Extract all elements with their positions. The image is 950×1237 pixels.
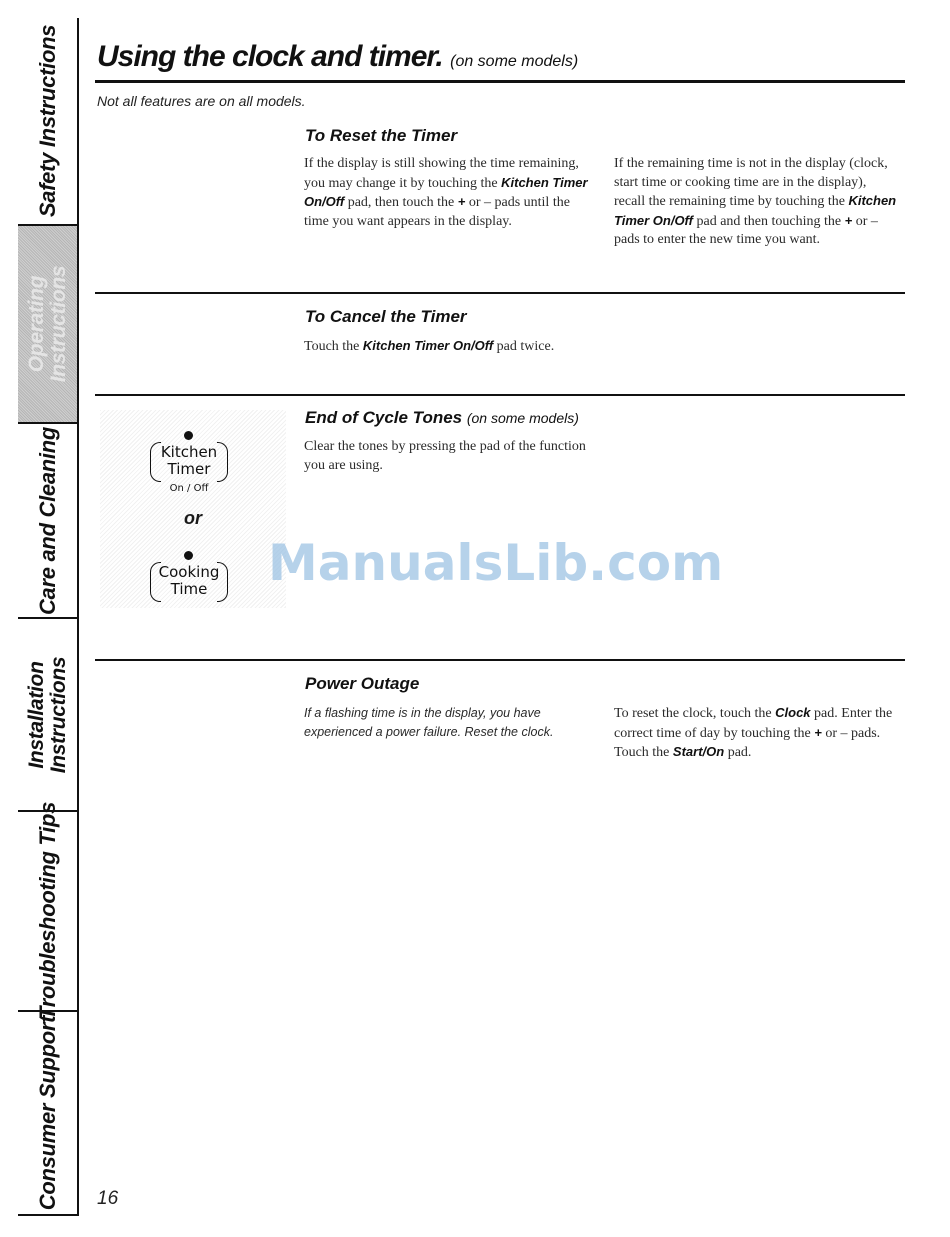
pad-name: Kitchen Timer On/Off <box>362 338 494 353</box>
cycle-tones-heading: End of Cycle Tones (on some models) <box>305 408 579 427</box>
pad-small-label: On / Off <box>169 483 209 494</box>
title-divider <box>95 80 905 83</box>
page-number: 16 <box>97 1188 119 1209</box>
models-note: Not all features are on all models. <box>97 93 306 109</box>
indicator-light-icon <box>184 431 193 440</box>
indicator-light-icon <box>184 551 193 560</box>
reset-timer-heading: To Reset the Timer <box>305 126 458 145</box>
power-outage-col2: To reset the clock, touch the Clock pad. Enter the correct time of day by touching the + or – pads. Touch the Start/On pad. <box>614 705 893 760</box>
section-divider <box>95 292 905 294</box>
pad-name: Kitchen Timer On/Off <box>304 174 588 209</box>
tab-label: Installation Instructions <box>24 656 70 773</box>
tab-installation-instructions[interactable] <box>18 619 77 812</box>
tab-label: Consumer Support <box>34 1015 60 1211</box>
tab-label: Safety Instructions <box>34 24 60 218</box>
tab-consumer-support[interactable] <box>18 1012 77 1216</box>
section-divider <box>95 394 905 396</box>
tab-label: Operating Instructions <box>24 265 70 383</box>
tab-troubleshooting-tips[interactable] <box>18 801 77 1021</box>
cancel-timer-heading: To Cancel the Timer <box>305 307 467 326</box>
tab-label: Troubleshooting Tips <box>34 801 60 1021</box>
tab-safety-instructions[interactable] <box>18 18 77 226</box>
tab-operating-instructions[interactable] <box>18 226 77 424</box>
section-divider <box>95 659 905 661</box>
reset-timer-col2: If the remaining time is not in the display (clock, start time or cooking time are in the display), recall the remaining time by touching the Kitchen Timer On/Off pad and then touching the + or – pads to enter the new time you want. <box>614 156 897 247</box>
cooking-time-pad: Cooking Time <box>150 558 228 602</box>
pad-name: Start/On <box>672 744 725 759</box>
cycle-tones-text: Clear the tones by pressing the pad of the function you are using. <box>304 439 586 473</box>
reset-timer-col1: If the display is still showing the time remaining, you may change it by touching the Kitchen Timer On/Off pad, then touch the + or – pads until the time you want appears in the display. <box>304 156 588 229</box>
page-title <box>97 40 578 74</box>
or-label: or <box>184 508 202 528</box>
kitchen-timer-pad: Kitchen Timer <box>150 438 228 482</box>
tab-care-and-cleaning[interactable] <box>18 424 77 619</box>
power-outage-heading: Power Outage <box>305 674 420 693</box>
control-pads-illustration <box>100 410 286 608</box>
section-tabs <box>18 18 79 1216</box>
pad-name: Kitchen Timer On/Off <box>614 193 897 228</box>
cancel-timer-text: Touch the Kitchen Timer On/Off pad twice. <box>304 338 555 354</box>
title-text: Using the clock and timer. <box>97 40 443 73</box>
title-subtitle: (on some models) <box>450 53 579 70</box>
watermark: ManualsLib.com <box>268 534 724 592</box>
power-outage-col1: If a flashing time is in the display, you have experienced a power failure. Reset the clock. <box>304 706 554 739</box>
tab-label: Care and Cleaning <box>34 426 60 615</box>
pad-name: Clock <box>775 705 811 720</box>
